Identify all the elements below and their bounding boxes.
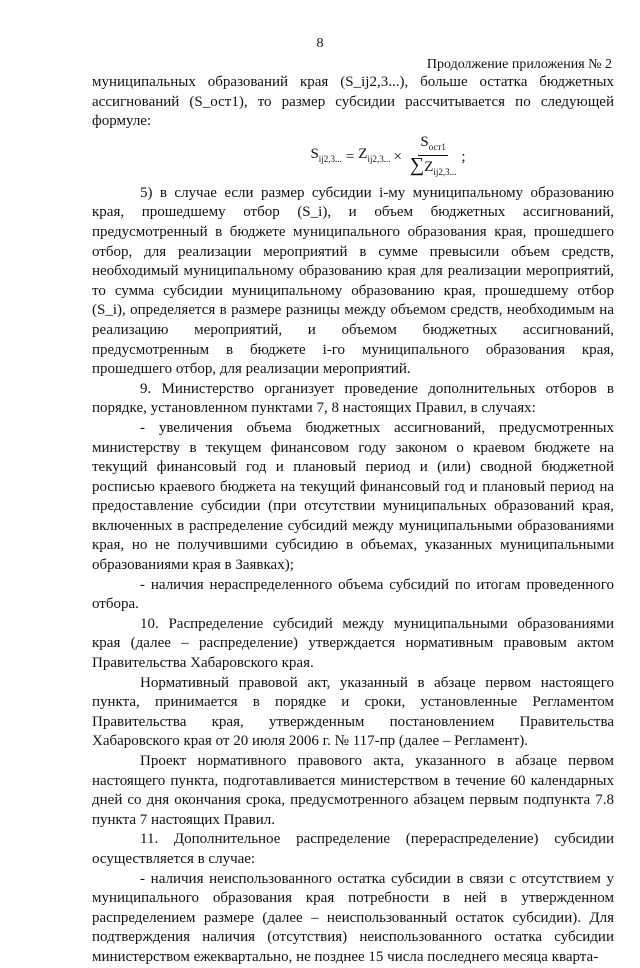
subsidy-formula xyxy=(162,132,614,184)
paragraph-7: Нормативный правовой акт, указанный в абзаце первом настоящего пункта, принимается в порядке и сроки, установленные Регламентом Правительства края, утвержденным постановлением Правительства Хабаровского края от 20 июля 2006 г. № 117-пр (далее – Регламент). xyxy=(92,674,614,750)
page-number: 8 xyxy=(316,36,324,51)
document-body xyxy=(92,73,614,968)
formula-lhs: $S_{ij2,3...}$ xyxy=(310,146,342,165)
paragraph-8: Проект нормативного правового акта, указанного в абзаце первом настоящего пункта, подготавливается министерством в течение 60 календарных дней со дня окончания срока, предусмотренного абзацем первым подпункта 7.8 пункта 7 настоящих Правил. xyxy=(92,753,614,828)
paragraph-5: - наличия нераспределенного объема субсидий по итогам проведенного отбора. xyxy=(92,576,614,613)
formula-fraction xyxy=(408,134,458,181)
formula-numerator: $S_{ост1}$ xyxy=(418,134,448,156)
formula-z: $Z_{ij2,3...}$ xyxy=(358,146,391,165)
paragraph-4: - увеличения объема бюджетных ассигнований, предусмотренных министерству в текущем финансовом году законом о краевом бюджете на текущий финансовый год и плановый период и (или) сводной бюджетной росписью краевого бюджета на текущий финансовый год и плановый период на предоставление субсидии (при отсутствии муниципальных образований края, включенных в распределение субсидий между муниципальными образованиями края, но не получившими субсидию в объемах, указанных муниципальными образованиями края в Заявках); xyxy=(92,419,614,574)
formula-denominator: $\sum Z_{ij2,3...}$ xyxy=(409,154,457,178)
formula-times: × xyxy=(393,148,402,165)
paragraph-1: муниципальных образований края (S_ij2,3...), больше остатка бюджетных ассигнований (S_ост1), то размер субсидии рассчитывается по следующей формуле: xyxy=(92,74,614,130)
paragraph-9: 11. Дополнительное распределение (перераспределение) субсидии осуществляется в случае: xyxy=(92,831,614,867)
formula-equals: = xyxy=(345,148,355,165)
paragraph-3: 9. Министерство организует проведение дополнительных отборов в порядке, установленном пунктами 7, 8 настоящих Правил, в случаях: xyxy=(92,380,614,417)
formula-semicolon: ; xyxy=(461,148,466,165)
appendix-label: Продолжение приложения № 2 xyxy=(426,57,612,72)
paragraph-6: 10. Распределение субсидий между муниципальными образованиями края (далее – распределение) утверждается нормативным правовым актом Правительства Хабаровского края. xyxy=(92,615,614,672)
paragraph-10: - наличия неиспользованного остатка субсидии в связи с отсутствием у муниципального образования края потребности в ней в утвержденном распределением размере (далее – неиспользованный остаток субсидии). Для подтверждения наличия (отсутствия) неиспользованного остатка субсидии министерством ежеквартально, не позднее 15 числа последнего месяца кварта- xyxy=(92,870,614,965)
paragraph-2: 5) в случае если размер субсидии i-му муниципальному образованию края, прошедшему отбор (S_i), и объем бюджетных ассигнований, предусмотренный в бюджете муниципального образования края, прошедшего отбор, для реализации мероприятий в сумме превысили объем средств, необходимый муниципальному образованию края для реализации мероприятий, то сумма субсидии муниципальному образованию края, прошедшему отбор (S_i), определяется в размере разницы между объемом средств, необходимым на реализацию мероприятий, и объемом бюджетных ассигнований, предусмотренным в бюджете i-го муниципального образования края, прошедшего отбор, для реализации мероприятий. xyxy=(92,184,614,378)
